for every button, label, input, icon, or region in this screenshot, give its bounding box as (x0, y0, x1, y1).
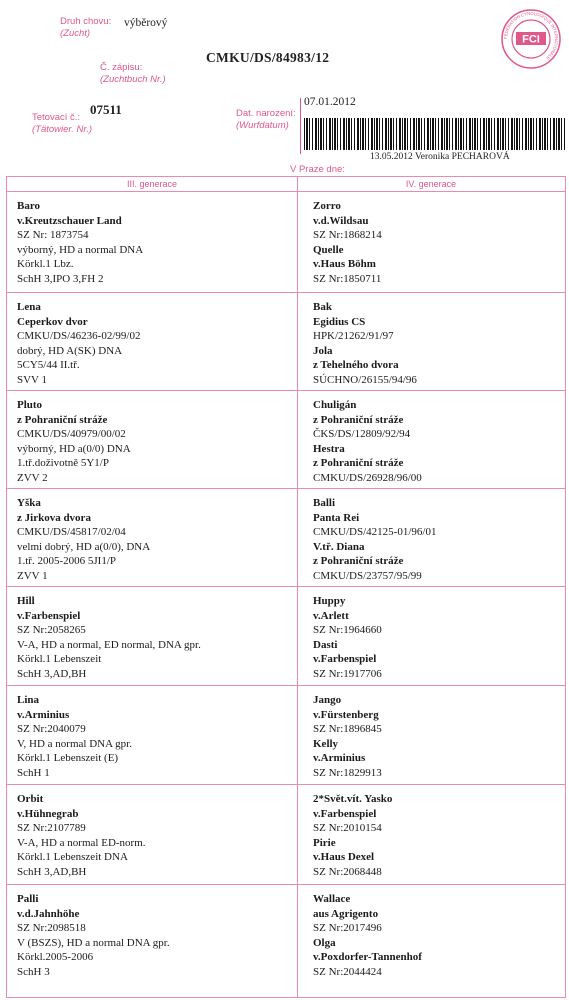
dog-info-line: SZ Nr:1896845 (313, 723, 382, 735)
pedigree-row (7, 390, 565, 489)
dog-name-line: v.Farbenspiel (313, 653, 377, 665)
dog-info-line: výborný, HD a normal DNA (17, 243, 144, 256)
dog-info-line: CMKU/DS/26928/96/00 (313, 471, 422, 484)
dog-name-line: Jola (313, 344, 333, 357)
pedigree-row (7, 884, 565, 999)
dog-name-line: v.Fürstenberg (313, 708, 379, 721)
generation-4-entry (313, 496, 436, 583)
dog-name-line: z Tehelného dvora (313, 359, 399, 371)
dog-info-line: SchH 3 (17, 965, 50, 978)
narozeni-label: Dat. narození: (Wurfdatum) (236, 108, 296, 131)
dog-info-line: SVV 1 (17, 373, 48, 386)
dog-info-line: Körkl.1 Lebenszeit (E) (17, 752, 119, 764)
dog-name-line: Jango (313, 694, 342, 706)
dog-info-line: CMKU/DS/23757/95/99 (313, 569, 422, 582)
dog-info-line: SZ Nr:2044424 (313, 965, 382, 978)
dog-info-line: CMKU/DS/45817/02/04 (17, 526, 126, 538)
pedigree-row (7, 685, 565, 785)
dog-name-line: v.Farbenspiel (17, 609, 81, 622)
dog-name-line: 2*Svět.vít. Yasko (313, 793, 393, 805)
druh-label: Druh chovu: (Zucht) (60, 16, 112, 39)
dog-info-line: SchH 3,AD,BH (17, 865, 87, 878)
pedigree-row (7, 586, 565, 686)
dog-info-line: HPK/21262/91/97 (313, 330, 394, 342)
dog-name-line: v.Arminius (313, 752, 366, 764)
generation-4-entry (313, 594, 382, 681)
dog-info-line: SchH 1 (17, 766, 50, 779)
dog-name-line: Palli (17, 893, 39, 905)
dog-info-line: SZ Nr:2010154 (313, 822, 382, 834)
generation-3-entry (17, 398, 131, 485)
dog-info-line: SZ Nr: 1873754 (17, 229, 89, 241)
generation-3-entry (17, 594, 201, 681)
dog-info-line: výborný, HD a(0/0) DNA (17, 442, 131, 455)
pedigree-row (7, 784, 565, 885)
dog-name-line: V.tř. Diana (313, 540, 365, 553)
svg-text:FEDERATION CYNOLOGIQUE INTERNA: FEDERATION CYNOLOGIQUE INTERNATIONALE (502, 10, 560, 61)
dog-info-line: SZ Nr:1850711 (313, 272, 382, 285)
generation-3-entry (17, 792, 146, 879)
pedigree-table (6, 176, 566, 998)
generation-3-entry (17, 199, 143, 286)
dog-name-line: Bak (313, 301, 332, 313)
dog-info-line: Körkl.1 Lebenszeit (17, 653, 102, 665)
dog-name-line: Lina (17, 694, 40, 706)
dog-name-line: Orbit (17, 793, 44, 805)
dog-info-line: SZ Nr:1964660 (313, 624, 382, 636)
dog-info-line: SZ Nr:2040079 (17, 723, 86, 735)
svg-text:FCI: FCI (522, 33, 540, 46)
dog-info-line: V (BSZS), HD a normal DNA gpr. (17, 936, 170, 949)
dog-name-line: z Pohraniční stráže (313, 555, 404, 567)
dog-name-line: aus Agrigento (313, 907, 379, 920)
dog-name-line: Pluto (17, 399, 43, 411)
generation-4-entry (313, 892, 422, 979)
dog-name-line: Chuligán (313, 399, 357, 411)
dog-name-line: Hill (17, 595, 35, 607)
dog-name-line: v.Kreutzschauer Land (17, 214, 122, 227)
dog-name-line: z Pohraniční stráže (313, 413, 404, 426)
dog-name-line: Yška (17, 497, 41, 509)
dog-info-line: dobrý, HD A(SK) DNA (17, 344, 123, 357)
fci-logo-icon (500, 8, 562, 70)
dog-info-line: SZ Nr:2068448 (313, 865, 382, 878)
generation-4-entry (313, 398, 422, 485)
generation-4-entry (313, 792, 392, 879)
dog-name-line: z Jirkova dvora (17, 511, 91, 524)
dog-name-line: Huppy (313, 595, 346, 607)
dog-name-line: v.Arlett (313, 609, 349, 622)
dog-info-line: SZ Nr:1917706 (313, 667, 382, 680)
dog-name-line: v.d.Wildsau (313, 214, 369, 227)
dog-info-line: SZ Nr:2098518 (17, 922, 86, 934)
dog-info-line: Körkl.1 Lbz. (17, 258, 74, 270)
dog-name-line: Hestra (313, 442, 345, 455)
dog-name-line: v.Haus Dexel (313, 851, 375, 863)
dog-info-line: SZ Nr:2017496 (313, 922, 382, 934)
dog-info-line: ČKS/DS/12809/92/94 (313, 428, 411, 440)
generation-3-entry (17, 300, 140, 387)
dog-name-line: z Pohraniční stráže (17, 413, 108, 426)
dog-name-line: Balli (313, 497, 336, 509)
generation-4-entry (313, 693, 382, 780)
barcode (304, 118, 566, 150)
dog-info-line: CMKU/DS/42125-01/96/01 (313, 526, 437, 538)
dog-info-line: SÚCHNO/26155/94/96 (313, 373, 417, 386)
dog-name-line: Panta Rei (313, 511, 360, 524)
generation-3-entry (17, 892, 170, 979)
praze-label: V Praze dne: (290, 164, 345, 175)
dog-name-line: z Pohraniční stráže (313, 457, 404, 469)
dog-info-line: SZ Nr:2058265 (17, 624, 86, 636)
praze-value: 13.05.2012 Veronika PECHAROVÁ (370, 152, 510, 162)
dog-info-line: SZ Nr:1868214 (313, 229, 382, 241)
pedigree-row (7, 488, 565, 587)
dog-name-line: Olga (313, 936, 336, 949)
dog-info-line: ZVV 2 (17, 471, 48, 484)
dog-info-line: CMKU/DS/40979/00/02 (17, 428, 126, 440)
dog-name-line: v.Arminius (17, 708, 70, 721)
dog-info-line: CMKU/DS/46236-02/99/02 (17, 330, 141, 342)
dog-info-line: SZ Nr:2107789 (17, 822, 86, 834)
generation-3-entry (17, 693, 132, 780)
zapis-label: Č. zápisu: (Zuchtbuch Nr.) (100, 62, 166, 85)
dog-name-line: v.Poxdorfer-Tannenhof (313, 951, 422, 963)
pedigree-row (7, 292, 565, 391)
dog-info-line: velmi dobrý, HD a(0/0), DNA (17, 540, 151, 553)
dog-name-line: Dasti (313, 638, 338, 651)
dog-name-line: v.d.Jahnhöhe (17, 907, 80, 920)
dog-name-line: Ceperkov dvor (17, 315, 88, 328)
dog-info-line: Körkl.2005-2006 (17, 951, 94, 963)
dog-name-line: Egidius CS (313, 315, 366, 328)
dog-name-line: Kelly (313, 737, 339, 750)
generation-4-entry (313, 199, 382, 286)
dog-name-line: v.Hühnegrab (17, 807, 79, 820)
dog-info-line: SchH 3,IPO 3,FH 2 (17, 272, 104, 285)
dog-info-line: SZ Nr:1829913 (313, 766, 382, 779)
registration-number: CMKU/DS/84983/12 (206, 50, 330, 65)
dog-name-line: Lena (17, 301, 41, 313)
dog-info-line: V-A, HD a normal ED-norm. (17, 836, 146, 849)
generation-3-entry (17, 496, 150, 583)
dog-info-line: V, HD a normal DNA gpr. (17, 737, 132, 750)
dog-info-line: Körkl.1 Lebenszeit DNA (17, 851, 128, 863)
dog-name-line: v.Farbenspiel (313, 807, 377, 820)
dog-name-line: Pirie (313, 836, 336, 849)
dog-name-line: Zorro (313, 200, 341, 212)
dog-name-line: Wallace (313, 893, 351, 905)
dog-name-line: Quelle (313, 243, 344, 256)
pedigree-row (7, 191, 565, 293)
header-generation-3: III. generace (7, 177, 297, 192)
dog-info-line: 1.tř.doživotně 5Y1/P (17, 457, 109, 469)
tetovaci-value: 07511 (90, 102, 122, 117)
header-generation-4: IV. generace (297, 177, 565, 192)
dog-name-line: v.Haus Böhm (313, 258, 376, 270)
generation-4-entry (313, 300, 417, 387)
dog-info-line: ZVV 1 (17, 569, 48, 582)
narozeni-value: 07.01.2012 (304, 96, 356, 108)
dog-name-line: Baro (17, 200, 41, 212)
tetovaci-label: Tetovací č.: (Tätowier. Nr.) (32, 112, 92, 135)
dog-info-line: 1.tř. 2005-2006 5JI1/P (17, 555, 116, 567)
druh-value: výběrový (124, 17, 168, 29)
dog-info-line: 5CY5/44 II.tř. (17, 359, 80, 371)
dog-info-line: SchH 3,AD,BH (17, 667, 87, 680)
dog-info-line: V-A, HD a normal, ED normal, DNA gpr. (17, 638, 201, 651)
